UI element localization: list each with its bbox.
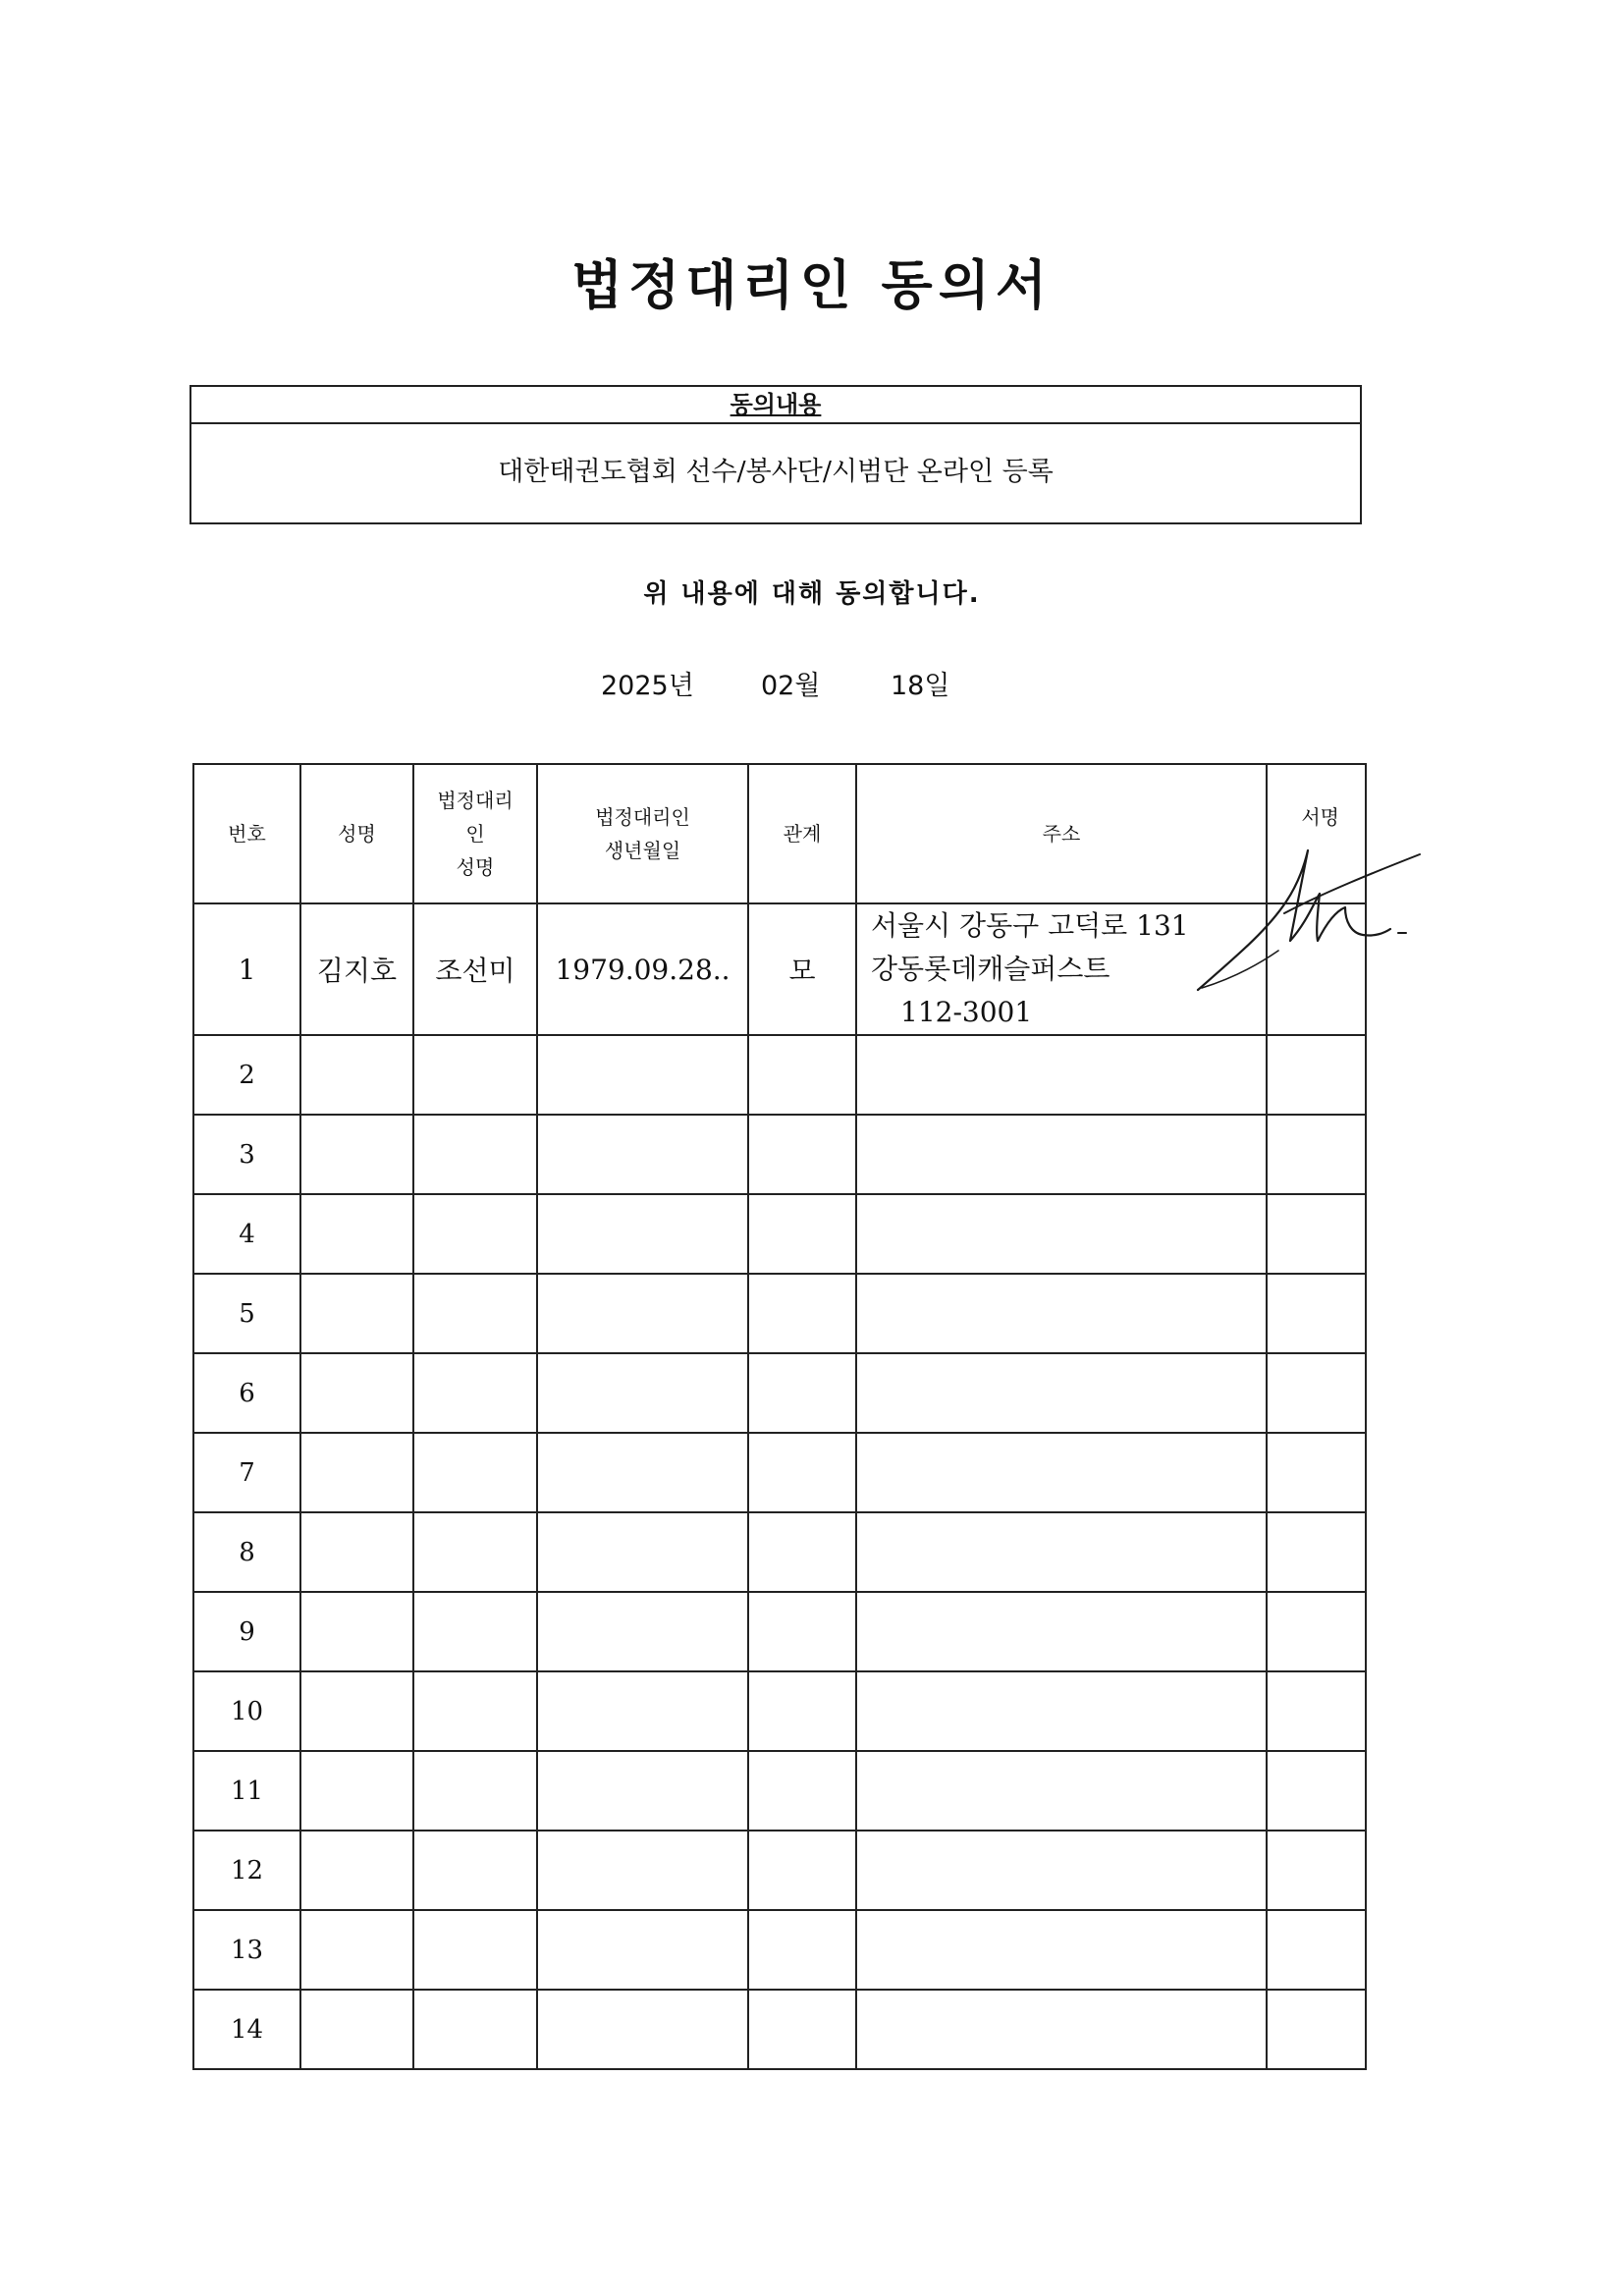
table-row (193, 1671, 1366, 1751)
consent-content-box (189, 385, 1362, 524)
cell-relation (748, 1831, 856, 1910)
table-row (193, 1990, 1366, 2069)
cell-name: 김지호 (300, 903, 413, 1035)
cell-relation (748, 1751, 856, 1831)
cell-guardian-birth (537, 1035, 748, 1115)
cell-signature (1267, 1751, 1366, 1831)
cell-name (300, 1274, 413, 1353)
header-number: 번호 (193, 764, 300, 903)
cell-address (856, 1035, 1267, 1115)
header-address: 주소 (856, 764, 1267, 903)
cell-signature (1267, 1831, 1366, 1910)
cell-number: 6 (193, 1353, 300, 1433)
cell-guardian-birth: 1979.09.28.. (537, 903, 748, 1035)
cell-address (856, 1115, 1267, 1194)
cell-name (300, 1910, 413, 1990)
table-row (193, 1433, 1366, 1512)
cell-guardian-birth (537, 1194, 748, 1274)
cell-guardian-name (413, 1194, 537, 1274)
cell-guardian-name (413, 1831, 537, 1910)
consent-content-header-label: 동의내용 (730, 391, 822, 418)
cell-name (300, 1433, 413, 1512)
cell-number: 10 (193, 1671, 300, 1751)
address-line-1: 서울시 강동구 고덕로 131 (871, 909, 1189, 942)
table-row (193, 1751, 1366, 1831)
cell-guardian-name: 조선미 (413, 903, 537, 1035)
table-row (193, 1512, 1366, 1592)
cell-relation (748, 1353, 856, 1433)
cell-address (856, 1990, 1267, 2069)
cell-signature (1267, 1671, 1366, 1751)
cell-relation (748, 1433, 856, 1512)
consent-content-header (191, 387, 1360, 424)
cell-address (856, 1831, 1267, 1910)
cell-address (856, 1671, 1267, 1751)
cell-relation: 모 (748, 903, 856, 1035)
cell-signature (1267, 1592, 1366, 1671)
header-guardian-birth-line2: 생년월일 (604, 839, 681, 862)
header-signature: 서명 (1267, 764, 1366, 903)
cell-relation (748, 1910, 856, 1990)
cell-address (856, 1433, 1267, 1512)
cell-signature (1267, 1990, 1366, 2069)
header-guardian-birth-line1: 법정대리인 (595, 805, 690, 829)
cell-name (300, 1115, 413, 1194)
cell-guardian-name (413, 1751, 537, 1831)
address-line-3: 112-3001 (900, 996, 1033, 1028)
header-guardian-name-line3: 성명 (456, 855, 495, 879)
cell-signature (1267, 1274, 1366, 1353)
cell-address (856, 1910, 1267, 1990)
cell-guardian-name (413, 1910, 537, 1990)
cell-number: 2 (193, 1035, 300, 1115)
cell-signature (1267, 1353, 1366, 1433)
cell-name (300, 1592, 413, 1671)
cell-guardian-birth (537, 1990, 748, 2069)
cell-guardian-birth (537, 1831, 748, 1910)
consent-content-body: 대한태권도협회 선수/봉사단/시범단 온라인 등록 (498, 457, 1054, 487)
cell-guardian-name (413, 1671, 537, 1751)
cell-guardian-name (413, 1433, 537, 1512)
table-row (193, 1831, 1366, 1910)
cell-guardian-birth (537, 1433, 748, 1512)
cell-relation (748, 1035, 856, 1115)
cell-number: 1 (193, 903, 300, 1035)
table-row (193, 1353, 1366, 1433)
date-day: 18일 (891, 671, 950, 701)
agreement-statement: 위 내용에 대해 동의합니다. (643, 579, 981, 609)
cell-relation (748, 1194, 856, 1274)
cell-guardian-birth (537, 1274, 748, 1353)
cell-address (856, 1751, 1267, 1831)
cell-number: 11 (193, 1751, 300, 1831)
table-row (193, 1910, 1366, 1990)
table-row (193, 1592, 1366, 1671)
handwritten-signature (1188, 843, 1424, 1000)
cell-number: 12 (193, 1831, 300, 1910)
cell-number: 3 (193, 1115, 300, 1194)
cell-relation (748, 1512, 856, 1592)
cell-guardian-birth (537, 1592, 748, 1671)
cell-guardian-name (413, 1512, 537, 1592)
cell-relation (748, 1115, 856, 1194)
cell-address (856, 1512, 1267, 1592)
cell-guardian-birth (537, 1512, 748, 1592)
header-relation: 관계 (748, 764, 856, 903)
cell-guardian-name (413, 1990, 537, 2069)
date-year: 2025년 (601, 671, 694, 701)
cell-address (856, 1194, 1267, 1274)
cell-signature (1267, 1115, 1366, 1194)
header-name: 성명 (300, 764, 413, 903)
table-row (193, 1035, 1366, 1115)
table-row (193, 1115, 1366, 1194)
cell-number: 4 (193, 1194, 300, 1274)
cell-number: 13 (193, 1910, 300, 1990)
cell-guardian-birth (537, 1671, 748, 1751)
cell-name (300, 1751, 413, 1831)
header-guardian-name-line1: 법정대리 (437, 789, 514, 812)
cell-guardian-name (413, 1274, 537, 1353)
page-title: 법정대리인 동의서 (570, 254, 1054, 316)
cell-name (300, 1990, 413, 2069)
cell-name (300, 1671, 413, 1751)
cell-guardian-birth (537, 1910, 748, 1990)
cell-name (300, 1512, 413, 1592)
cell-signature (1267, 1194, 1366, 1274)
cell-guardian-name (413, 1115, 537, 1194)
header-guardian-name-line2: 인 (465, 822, 485, 846)
cell-relation (748, 1671, 856, 1751)
cell-number: 9 (193, 1592, 300, 1671)
cell-signature (1267, 1035, 1366, 1115)
cell-guardian-name (413, 1035, 537, 1115)
cell-address (856, 1353, 1267, 1433)
cell-guardian-name (413, 1592, 537, 1671)
cell-name (300, 1194, 413, 1274)
table-row (193, 1194, 1366, 1274)
header-guardian-name (413, 764, 537, 903)
cell-signature (1267, 1512, 1366, 1592)
cell-name (300, 1353, 413, 1433)
cell-signature (1267, 1910, 1366, 1990)
cell-name (300, 1831, 413, 1910)
address-line-2: 강동롯데캐슬퍼스트 (871, 953, 1110, 985)
cell-guardian-birth (537, 1353, 748, 1433)
cell-relation (748, 1274, 856, 1353)
cell-number: 5 (193, 1274, 300, 1353)
date-month: 02월 (761, 671, 821, 701)
cell-signature (1267, 1433, 1366, 1512)
signature-stroke (1198, 850, 1390, 990)
header-guardian-birth (537, 764, 748, 903)
cell-number: 14 (193, 1990, 300, 2069)
cell-guardian-birth (537, 1751, 748, 1831)
table-row (193, 1274, 1366, 1353)
cell-guardian-birth (537, 1115, 748, 1194)
cell-number: 8 (193, 1512, 300, 1592)
cell-relation (748, 1990, 856, 2069)
cell-name (300, 1035, 413, 1115)
cell-relation (748, 1592, 856, 1671)
cell-address (856, 1592, 1267, 1671)
signature-stroke (1202, 951, 1278, 988)
cell-number: 7 (193, 1433, 300, 1512)
cell-guardian-name (413, 1353, 537, 1433)
cell-address (856, 1274, 1267, 1353)
